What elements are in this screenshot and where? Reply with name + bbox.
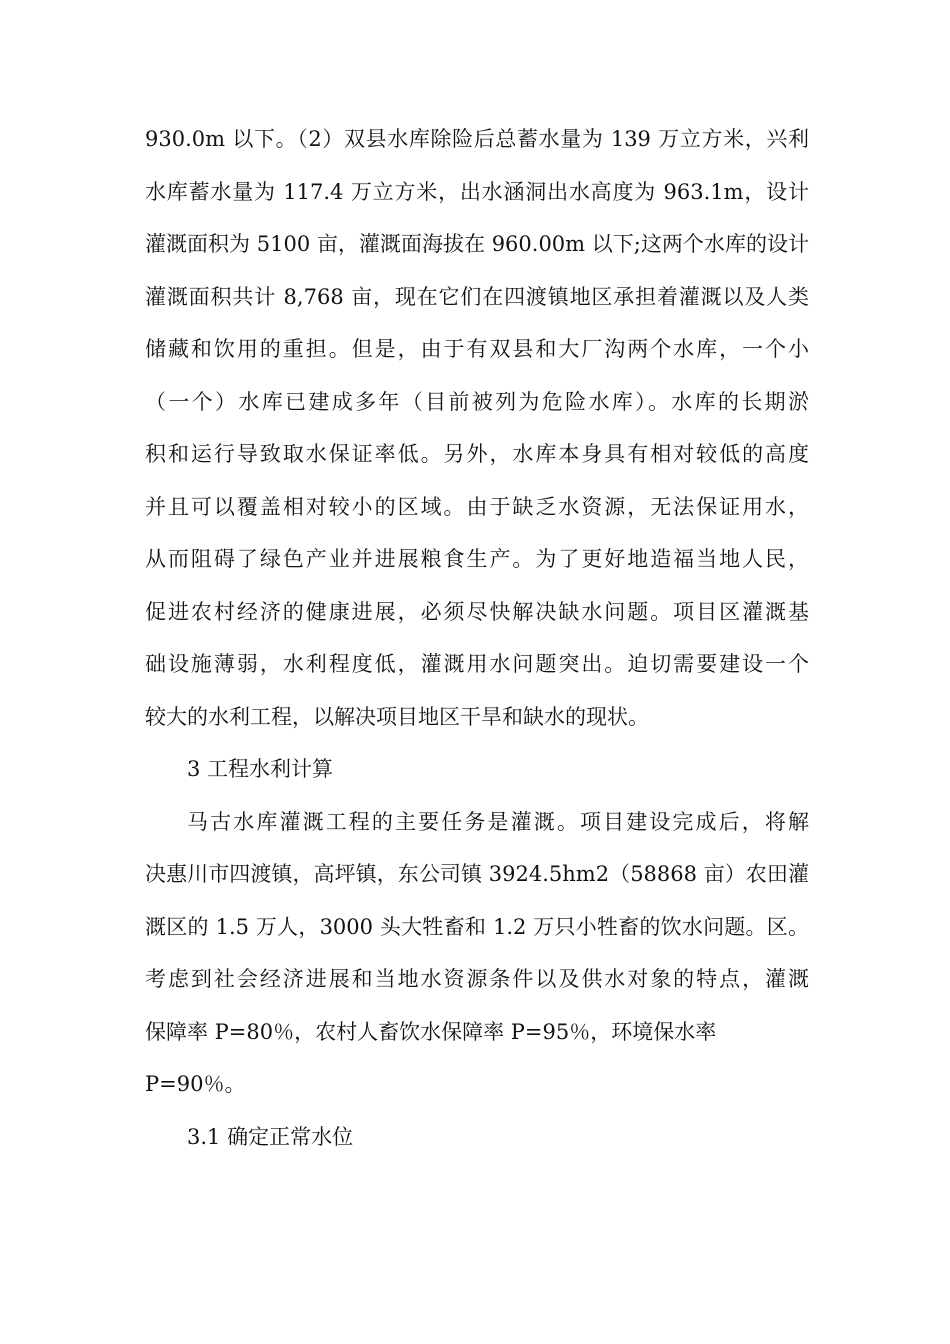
text-line: 灌溉面积为 5100 亩，灌溉面海拔在 960.00m 以下;这两个水库的设计 <box>145 232 809 256</box>
text-line: 保障率 P=80％，农村人畜饮水保障率 P=95％，环境保水率 <box>145 1019 717 1044</box>
text-line: 较大的水利工程，以解决项目地区干旱和缺水的现状。 <box>145 704 649 729</box>
text-line: 水库蓄水量为 117.4 万立方米，出水涵洞出水高度为 963.1m，设计 <box>145 179 809 204</box>
text-line: 础设施薄弱，水利程度低，灌溉用水问题突出。迫切需要建设一个 <box>145 652 809 676</box>
text-line: 考虑到社会经济进展和当地水资源条件以及供水对象的特点，灌溉 <box>145 967 809 991</box>
text-line: 促进农村经济的健康进展，必须尽快解决缺水问题。项目区灌溉基 <box>145 599 809 624</box>
text-line: 积和运行导致取水保证率低。另外，水库本身具有相对较低的高度 <box>145 442 809 466</box>
text-line: 溉区的 1.5 万人，3000 头大牲畜和 1.2 万只小牲畜的饮水问题。区。 <box>145 914 809 939</box>
text-line: 马古水库灌溉工程的主要任务是灌溉。项目建设完成后，将解 <box>187 809 809 834</box>
text-line: （一个）水库已建成多年（目前被列为危险水库）。水库的长期淤 <box>145 389 809 414</box>
text-line: 从而阻碍了绿色产业并进展粮食生产。为了更好地造福当地人民， <box>145 547 809 571</box>
text-line: P=90％。 <box>145 1072 246 1096</box>
text-line: 储藏和饮用的重担。但是，由于有双县和大厂沟两个水库，一个小 <box>145 337 809 361</box>
text-line: 930.0m 以下。（2）双县水库除险后总蓄水量为 139 万立方米，兴利 <box>145 127 809 151</box>
section-heading-3-1: 3.1 确定正常水位 <box>187 1124 354 1149</box>
document-body <box>145 116 809 1166</box>
paragraph-project-task <box>145 799 809 1114</box>
paragraph-reservoir-status <box>145 116 809 746</box>
section-heading-3: 3 工程水利计算 <box>187 757 334 781</box>
text-line: 灌溉面积共计 8,768 亩，现在它们在四渡镇地区承担着灌溉以及人类 <box>145 284 809 309</box>
text-line: 决惠川市四渡镇，高坪镇，东公司镇 3924.5hm2（58868 亩）农田灌 <box>145 862 809 886</box>
text-line: 并且可以覆盖相对较小的区域。由于缺乏水资源，无法保证用水， <box>145 494 809 519</box>
